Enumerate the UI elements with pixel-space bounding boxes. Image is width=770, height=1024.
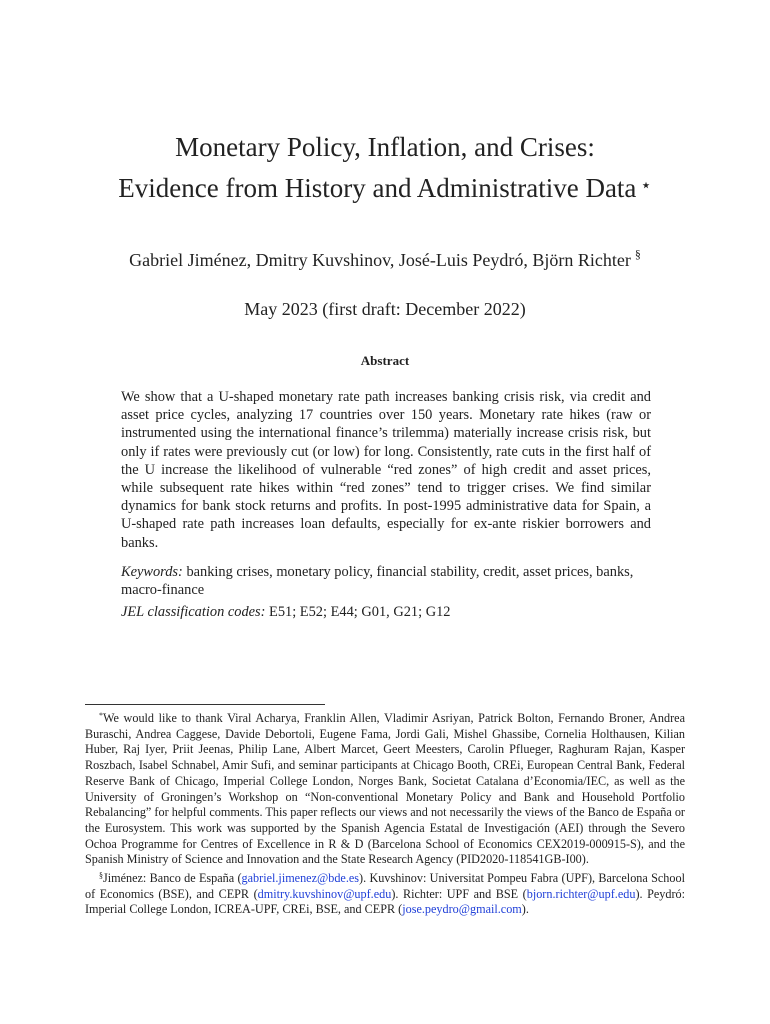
footnote-1-mark: * xyxy=(99,711,103,720)
title-footnote-mark: ⋆ xyxy=(640,175,652,195)
email-link-kuvshinov[interactable]: dmitry.kuvshinov@upf.edu xyxy=(257,886,392,901)
footnote-2-part-5: ). xyxy=(521,902,529,917)
jel-text: E51; E52; E44; G01, G21; G12 xyxy=(269,604,451,620)
paper-date: May 2023 (first draft: December 2022) xyxy=(244,299,526,319)
title-line-2-text: Evidence from History and Administrative Data xyxy=(118,173,637,203)
keywords-text: banking crises, monetary policy, financial stability, credit, asset prices, banks, macro-finance xyxy=(121,564,634,599)
footnote-affiliations xyxy=(85,868,685,918)
email-link-richter[interactable]: bjorn.richter@upf.edu xyxy=(526,886,636,901)
abstract-body: We show that a U-shaped monetary rate path increases banking crisis risk, via credit and asset price cycles, analyzing 17 countries over 150 years. Monetary rate hikes (raw or instrumented using the international finance’s trilemma) materially increase crisis risk, but only if rates were previously cut (or low) for long. Consistently, rate cuts in the first half of the U increase the likelihood of vulnerable “red zones” of high credit and asset prices, while subsequent rate hikes within “red zones” tend to trigger crises. We find similar dynamics for bank stock returns and profits. In post-1995 administrative data for Spain, a U-shaped rate path increases loan defaults, especially for ex-ante riskier borrowers and banks. xyxy=(121,389,651,551)
footnote-acknowledgements xyxy=(85,708,685,868)
email-link-jimenez[interactable]: gabriel.jimenez@bde.es xyxy=(241,871,360,886)
abstract-heading: Abstract xyxy=(360,353,410,368)
footnote-1-text: We would like to thank Viral Acharya, Franklin Allen, Vladimir Asriyan, Patrick Bolton, Fernando Broner, Andrea Buraschi, Andrea Caggese, Davide Debortoli, Eugene Fama, Jordi Gali, Mishel Ghassibe, Cornelia Holthausen, Kilian Huber, Raj Iyer, Priit Jeenas, Philip Lane, Albert Marcet, Geert Meesters, Carolin Pflueger, Raghuram Rajan, Kasper Roszbach, Isabel Schnabel, Amir Sufi, and seminar participants at Chicago Booth, CREi, European Central Bank, Federal Reserve Bank of Chicago, Imperial College London, Norges Bank, Societat Catalana d’Economia/IEC, as well as the University of Groningen’s Workshop on “Non-conventional Monetary Policy and Bank and Household Portfolio Rebalancing” for helpful comments. This paper reflects our views and not necessarily the views of the Banco de España or the Eurosystem. This work was supported by the Spanish Agencia Estatal de Investigación (AEI) through the Severo Ochoa Programme for Centres of Excellence in R & D (Barcelona School of Economics CEX2019-000915-S), and the Spanish Ministry of Science and Innovation and the State Research Agency (PID2020-118541GB-I00). xyxy=(85,711,685,867)
footnote-2-part-4: ). Peydró: Imperial College London, ICREA-UPF, CREi, BSE, and CEPR ( xyxy=(85,886,685,917)
footnote-2-mark: § xyxy=(99,871,103,881)
title-line-1: Monetary Policy, Inflation, and Crises: xyxy=(175,132,595,162)
author-list xyxy=(40,241,730,273)
jel-codes xyxy=(121,603,651,621)
keywords xyxy=(121,563,651,599)
footnote-2-part-1: Jiménez: Banco de España ( xyxy=(103,871,242,886)
footnote-2-part-2: ). Kuvshinov: Universitat Pompeu Fabra (UPF), Barcelona School of Economics (BSE), and CEPR ( xyxy=(85,871,685,901)
jel-label: JEL classification codes: xyxy=(121,604,266,620)
email-link-peydro[interactable]: jose.peydro@gmail.com xyxy=(402,902,522,917)
footnote-2-part-3: ). Richter: UPF and BSE ( xyxy=(391,886,527,901)
footnote-divider xyxy=(85,704,325,705)
paper-title xyxy=(40,128,730,207)
author-names: Gabriel Jiménez, Dmitry Kuvshinov, José-Luis Peydró, Björn Richter xyxy=(129,250,631,270)
keywords-label: Keywords: xyxy=(121,564,183,580)
footnotes xyxy=(85,708,685,918)
author-footnote-mark: § xyxy=(634,247,641,261)
title-line-2 xyxy=(40,166,730,207)
